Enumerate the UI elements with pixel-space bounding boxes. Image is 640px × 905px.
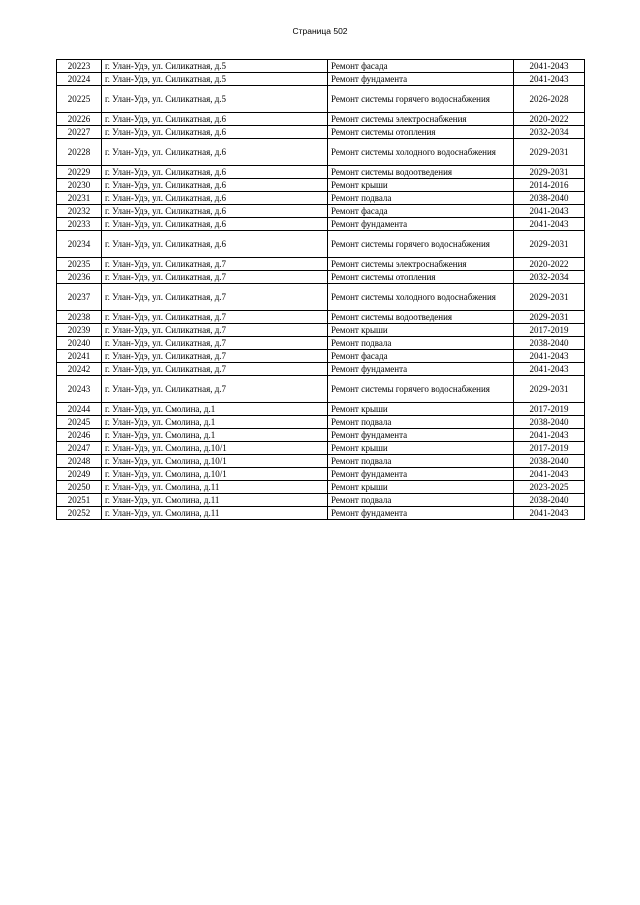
address-cell: г. Улан-Удэ, ул. Силикатная, д.6 <box>102 113 328 126</box>
table-row <box>57 507 585 520</box>
work-type-cell: Ремонт системы водоотведения <box>328 166 514 179</box>
address-cell: г. Улан-Удэ, ул. Силикатная, д.6 <box>102 192 328 205</box>
table-row <box>57 455 585 468</box>
address-cell: г. Улан-Удэ, ул. Силикатная, д.7 <box>102 271 328 284</box>
address-cell: г. Улан-Удэ, ул. Смолина, д.11 <box>102 507 328 520</box>
period-cell: 2029-2031 <box>514 231 585 258</box>
period-cell: 2038-2040 <box>514 455 585 468</box>
address-cell: г. Улан-Удэ, ул. Силикатная, д.6 <box>102 179 328 192</box>
work-type-cell: Ремонт фасада <box>328 350 514 363</box>
row-number-cell: 20227 <box>57 126 102 139</box>
work-type-cell: Ремонт системы отопления <box>328 126 514 139</box>
address-cell: г. Улан-Удэ, ул. Силикатная, д.7 <box>102 376 328 403</box>
table-row <box>57 481 585 494</box>
row-number-cell: 20229 <box>57 166 102 179</box>
work-type-cell: Ремонт системы холодного водоснабжения <box>328 139 514 166</box>
row-number-cell: 20237 <box>57 284 102 311</box>
table-row <box>57 231 585 258</box>
row-number-cell: 20240 <box>57 337 102 350</box>
table-row <box>57 126 585 139</box>
work-type-cell: Ремонт системы электроснабжения <box>328 258 514 271</box>
work-type-cell: Ремонт системы электроснабжения <box>328 113 514 126</box>
work-type-cell: Ремонт системы отопления <box>328 271 514 284</box>
period-cell: 2041-2043 <box>514 73 585 86</box>
period-cell: 2041-2043 <box>514 350 585 363</box>
work-type-cell: Ремонт крыши <box>328 481 514 494</box>
address-cell: г. Улан-Удэ, ул. Силикатная, д.7 <box>102 284 328 311</box>
work-type-cell: Ремонт фундамента <box>328 468 514 481</box>
row-number-cell: 20238 <box>57 311 102 324</box>
row-number-cell: 20231 <box>57 192 102 205</box>
row-number-cell: 20245 <box>57 416 102 429</box>
period-cell: 2041-2043 <box>514 218 585 231</box>
period-cell: 2029-2031 <box>514 284 585 311</box>
address-cell: г. Улан-Удэ, ул. Силикатная, д.7 <box>102 363 328 376</box>
table-row <box>57 258 585 271</box>
period-cell: 2029-2031 <box>514 139 585 166</box>
table-row <box>57 86 585 113</box>
row-number-cell: 20235 <box>57 258 102 271</box>
work-type-cell: Ремонт подвала <box>328 455 514 468</box>
row-number-cell: 20224 <box>57 73 102 86</box>
period-cell: 2029-2031 <box>514 376 585 403</box>
period-cell: 2026-2028 <box>514 86 585 113</box>
work-type-cell: Ремонт крыши <box>328 442 514 455</box>
period-cell: 2032-2034 <box>514 271 585 284</box>
row-number-cell: 20233 <box>57 218 102 231</box>
table-row <box>57 166 585 179</box>
work-type-cell: Ремонт фундамента <box>328 73 514 86</box>
row-number-cell: 20246 <box>57 429 102 442</box>
period-cell: 2017-2019 <box>514 403 585 416</box>
schedule-table-body <box>57 60 585 520</box>
work-type-cell: Ремонт крыши <box>328 179 514 192</box>
address-cell: г. Улан-Удэ, ул. Смолина, д.1 <box>102 429 328 442</box>
row-number-cell: 20247 <box>57 442 102 455</box>
period-cell: 2041-2043 <box>514 363 585 376</box>
row-number-cell: 20226 <box>57 113 102 126</box>
table-row <box>57 494 585 507</box>
row-number-cell: 20228 <box>57 139 102 166</box>
table-row <box>57 429 585 442</box>
address-cell: г. Улан-Удэ, ул. Силикатная, д.6 <box>102 139 328 166</box>
table-row <box>57 416 585 429</box>
row-number-cell: 20250 <box>57 481 102 494</box>
period-cell: 2038-2040 <box>514 337 585 350</box>
work-type-cell: Ремонт подвала <box>328 192 514 205</box>
table-row <box>57 113 585 126</box>
address-cell: г. Улан-Удэ, ул. Смолина, д.1 <box>102 403 328 416</box>
period-cell: 2017-2019 <box>514 324 585 337</box>
address-cell: г. Улан-Удэ, ул. Силикатная, д.5 <box>102 86 328 113</box>
work-type-cell: Ремонт системы горячего водоснабжения <box>328 231 514 258</box>
table-row <box>57 363 585 376</box>
work-type-cell: Ремонт системы горячего водоснабжения <box>328 376 514 403</box>
table-row <box>57 218 585 231</box>
address-cell: г. Улан-Удэ, ул. Силикатная, д.7 <box>102 311 328 324</box>
period-cell: 2017-2019 <box>514 442 585 455</box>
table-row <box>57 179 585 192</box>
address-cell: г. Улан-Удэ, ул. Силикатная, д.5 <box>102 60 328 73</box>
address-cell: г. Улан-Удэ, ул. Силикатная, д.5 <box>102 73 328 86</box>
table-row <box>57 403 585 416</box>
period-cell: 2029-2031 <box>514 311 585 324</box>
row-number-cell: 20249 <box>57 468 102 481</box>
page-number-header: Страница 502 <box>292 26 348 36</box>
period-cell: 2014-2016 <box>514 179 585 192</box>
row-number-cell: 20251 <box>57 494 102 507</box>
row-number-cell: 20234 <box>57 231 102 258</box>
table-row <box>57 205 585 218</box>
table-row <box>57 284 585 311</box>
table-row <box>57 337 585 350</box>
period-cell: 2041-2043 <box>514 429 585 442</box>
work-type-cell: Ремонт фундамента <box>328 507 514 520</box>
period-cell: 2038-2040 <box>514 192 585 205</box>
row-number-cell: 20244 <box>57 403 102 416</box>
table-row <box>57 468 585 481</box>
table-row <box>57 324 585 337</box>
work-type-cell: Ремонт фасада <box>328 205 514 218</box>
work-type-cell: Ремонт системы горячего водоснабжения <box>328 86 514 113</box>
period-cell: 2038-2040 <box>514 416 585 429</box>
work-type-cell: Ремонт крыши <box>328 403 514 416</box>
address-cell: г. Улан-Удэ, ул. Смолина, д.1 <box>102 416 328 429</box>
table-row <box>57 376 585 403</box>
work-type-cell: Ремонт фундамента <box>328 218 514 231</box>
address-cell: г. Улан-Удэ, ул. Силикатная, д.7 <box>102 337 328 350</box>
table-row <box>57 271 585 284</box>
table-row <box>57 442 585 455</box>
row-number-cell: 20239 <box>57 324 102 337</box>
row-number-cell: 20243 <box>57 376 102 403</box>
period-cell: 2020-2022 <box>514 113 585 126</box>
period-cell: 2032-2034 <box>514 126 585 139</box>
period-cell: 2041-2043 <box>514 205 585 218</box>
row-number-cell: 20252 <box>57 507 102 520</box>
address-cell: г. Улан-Удэ, ул. Смолина, д.11 <box>102 494 328 507</box>
period-cell: 2020-2022 <box>514 258 585 271</box>
address-cell: г. Улан-Удэ, ул. Силикатная, д.6 <box>102 218 328 231</box>
work-type-cell: Ремонт крыши <box>328 324 514 337</box>
address-cell: г. Улан-Удэ, ул. Силикатная, д.7 <box>102 258 328 271</box>
period-cell: 2041-2043 <box>514 468 585 481</box>
work-type-cell: Ремонт подвала <box>328 416 514 429</box>
row-number-cell: 20225 <box>57 86 102 113</box>
period-cell: 2041-2043 <box>514 60 585 73</box>
address-cell: г. Улан-Удэ, ул. Силикатная, д.6 <box>102 231 328 258</box>
address-cell: г. Улан-Удэ, ул. Силикатная, д.6 <box>102 166 328 179</box>
address-cell: г. Улан-Удэ, ул. Смолина, д.10/1 <box>102 442 328 455</box>
row-number-cell: 20223 <box>57 60 102 73</box>
address-cell: г. Улан-Удэ, ул. Силикатная, д.6 <box>102 126 328 139</box>
work-type-cell: Ремонт фундамента <box>328 363 514 376</box>
period-cell: 2023-2025 <box>514 481 585 494</box>
row-number-cell: 20242 <box>57 363 102 376</box>
address-cell: г. Улан-Удэ, ул. Силикатная, д.6 <box>102 205 328 218</box>
address-cell: г. Улан-Удэ, ул. Силикатная, д.7 <box>102 350 328 363</box>
work-type-cell: Ремонт фундамента <box>328 429 514 442</box>
work-type-cell: Ремонт подвала <box>328 337 514 350</box>
address-cell: г. Улан-Удэ, ул. Смолина, д.10/1 <box>102 455 328 468</box>
row-number-cell: 20248 <box>57 455 102 468</box>
row-number-cell: 20232 <box>57 205 102 218</box>
table-row <box>57 60 585 73</box>
work-type-cell: Ремонт фасада <box>328 60 514 73</box>
address-cell: г. Улан-Удэ, ул. Силикатная, д.7 <box>102 324 328 337</box>
capital-repair-schedule-table <box>56 59 585 520</box>
table-row <box>57 350 585 363</box>
table-row <box>57 192 585 205</box>
row-number-cell: 20230 <box>57 179 102 192</box>
row-number-cell: 20241 <box>57 350 102 363</box>
period-cell: 2038-2040 <box>514 494 585 507</box>
period-cell: 2029-2031 <box>514 166 585 179</box>
row-number-cell: 20236 <box>57 271 102 284</box>
address-cell: г. Улан-Удэ, ул. Смолина, д.10/1 <box>102 468 328 481</box>
work-type-cell: Ремонт системы водоотведения <box>328 311 514 324</box>
work-type-cell: Ремонт подвала <box>328 494 514 507</box>
period-cell: 2041-2043 <box>514 507 585 520</box>
work-type-cell: Ремонт системы холодного водоснабжения <box>328 284 514 311</box>
table-row <box>57 311 585 324</box>
address-cell: г. Улан-Удэ, ул. Смолина, д.11 <box>102 481 328 494</box>
table-row <box>57 139 585 166</box>
table-row <box>57 73 585 86</box>
